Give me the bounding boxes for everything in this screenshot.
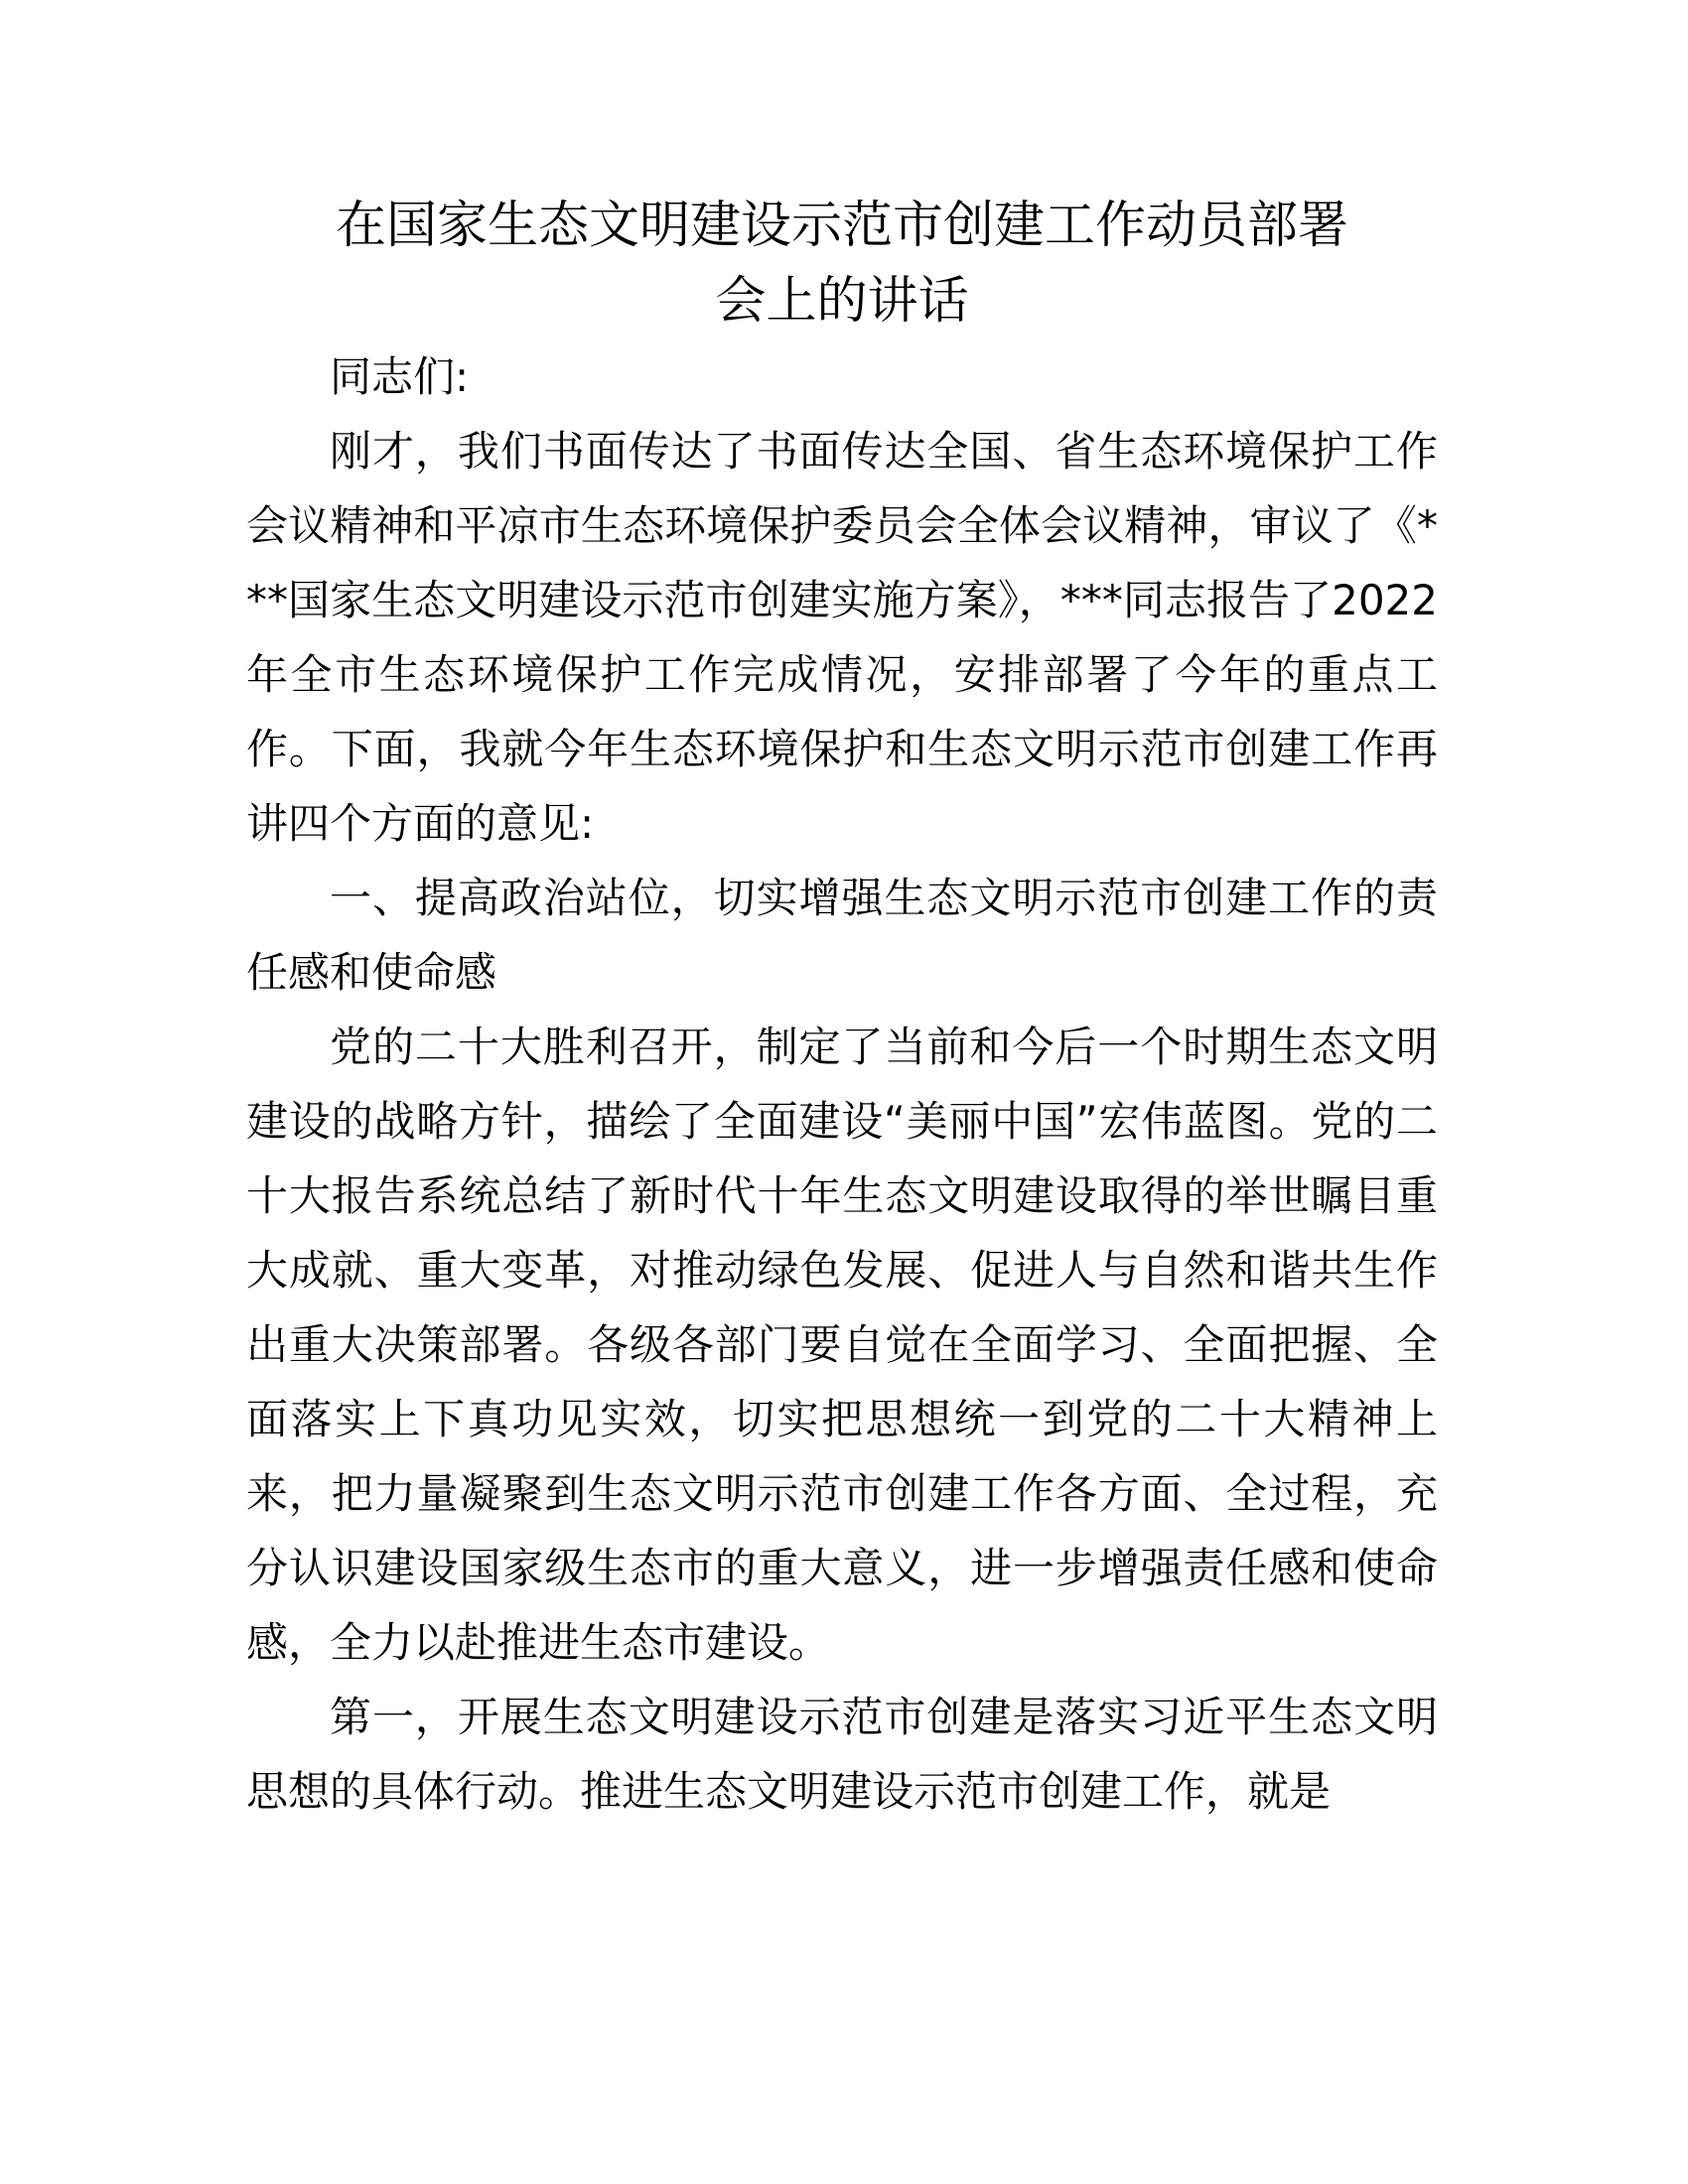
title-line-2: 会上的讲话	[715, 272, 969, 331]
document-page	[246, 189, 1438, 1829]
paragraph-body-1: 党的二十大胜利召开，制定了当前和今后一个时期生态文明建设的战略方针，描绘了全面建设“美丽中国”宏伟蓝图。党的二十大报告系统总结了新时代十年生态文明建设取得的举世瞩目重大成就、重大变革，对推动绿色发展、促进人与自然和谐共生作出重大决策部署。各级各部门要自觉在全面学习、全面把握、全面落实上下真功见实效，切实把思想统一到党的二十大精神上来，把力量凝聚到生态文明示范市创建工作各方面、全过程，充分认识建设国家级生态市的重大意义，进一步增强责任感和使命感，全力以赴推进生态市建设。	[246, 1023, 1438, 1667]
paragraph-intro: 刚才，我们书面传达了书面传达全国、省生态环境保护工作会议精神和平凉市生态环境保护委员会全体会议精神，审议了《***国家生态文明建设示范市创建实施方案》，***同志报告了2022年全市生态环境保护工作完成情况，安排部署了今年的重点工作。下面，我就今年生态环境保护和生态文明示范市创建工作再讲四个方面的意见:	[246, 427, 1438, 848]
title-line-1: 在国家生态文明建设示范市创建工作动员部署	[335, 197, 1348, 255]
greeting: 同志们:	[330, 352, 470, 401]
document-title	[246, 189, 1438, 340]
paragraph-body-2: 第一，开展生态文明建设示范市创建是落实习近平生态文明思想的具体行动。推进生态文明建设示范市创建工作，就是	[246, 1693, 1438, 1816]
section-heading-1: 一、提高政治站位，切实增强生态文明示范市创建工作的责任感和使命感	[246, 874, 1438, 997]
